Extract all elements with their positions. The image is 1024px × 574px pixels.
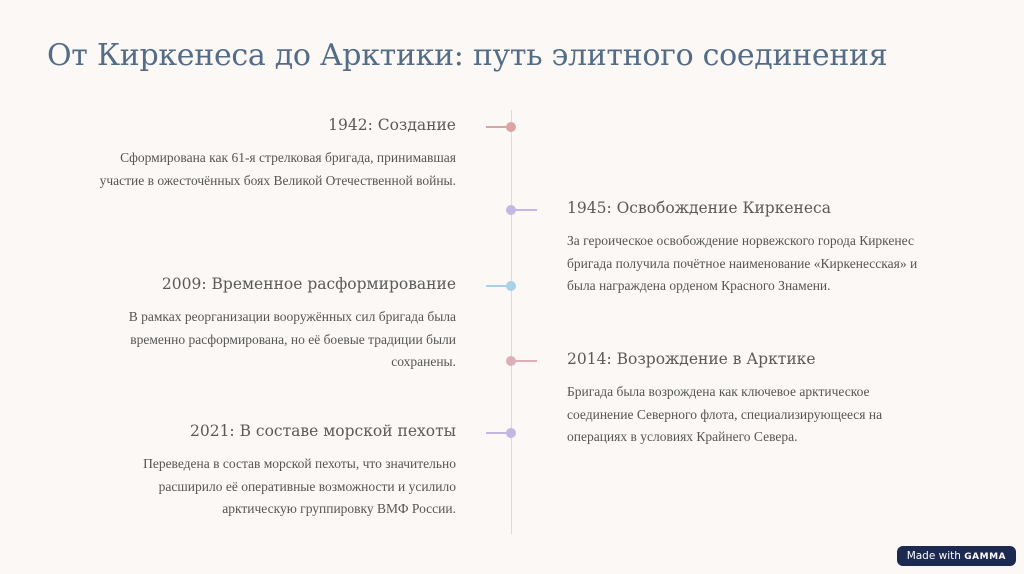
timeline-item-title: 1942: Создание bbox=[328, 116, 456, 134]
timeline-item-title: 1945: Освобождение Киркенеса bbox=[567, 199, 831, 217]
made-with-gamma-badge[interactable] bbox=[897, 546, 1016, 566]
timeline-dot bbox=[506, 356, 516, 366]
timeline-item-description: За героическое освобождение норвежского города Киркенес бригада получила почётное наименование «Киркенесская» и была награждена орденом Красного Знамени. bbox=[567, 233, 918, 293]
badge-prefix: Made with bbox=[906, 550, 961, 562]
timeline-dot bbox=[506, 205, 516, 215]
timeline-item-description: Бригада была возрождена как ключевое арктическое соединение Северного флота, специализирующееся на операциях в условиях Крайнего Севера. bbox=[567, 384, 883, 444]
timeline-item-description: Переведена в состав морской пехоты, что значительно расширило её оперативные возможности и усилило арктическую группировку ВМФ России. bbox=[143, 456, 456, 516]
gamma-logo: GAMMA bbox=[964, 552, 1006, 562]
timeline-item-title: 2009: Временное расформирование bbox=[161, 275, 456, 293]
timeline-dot bbox=[506, 122, 516, 132]
timeline-item-description: В рамках реорганизации вооружённых сил бригада была временно расформирована, но её боевые традиции были сохранены. bbox=[128, 309, 456, 369]
timeline-item-description: Сформирована как 61-я стрелковая бригада, принимавшая участие в ожесточённых боях Великой Отечественной войны. bbox=[99, 150, 456, 188]
timeline-item-title: 2014: Возрождение в Арктике bbox=[567, 350, 816, 368]
timeline-dot bbox=[506, 281, 516, 291]
timeline-axis bbox=[511, 110, 512, 534]
timeline-item-title: 2021: В составе морской пехоты bbox=[189, 422, 456, 440]
page-title: От Киркенеса до Арктики: путь элитного соединения bbox=[47, 38, 888, 73]
timeline-dot bbox=[506, 428, 516, 438]
